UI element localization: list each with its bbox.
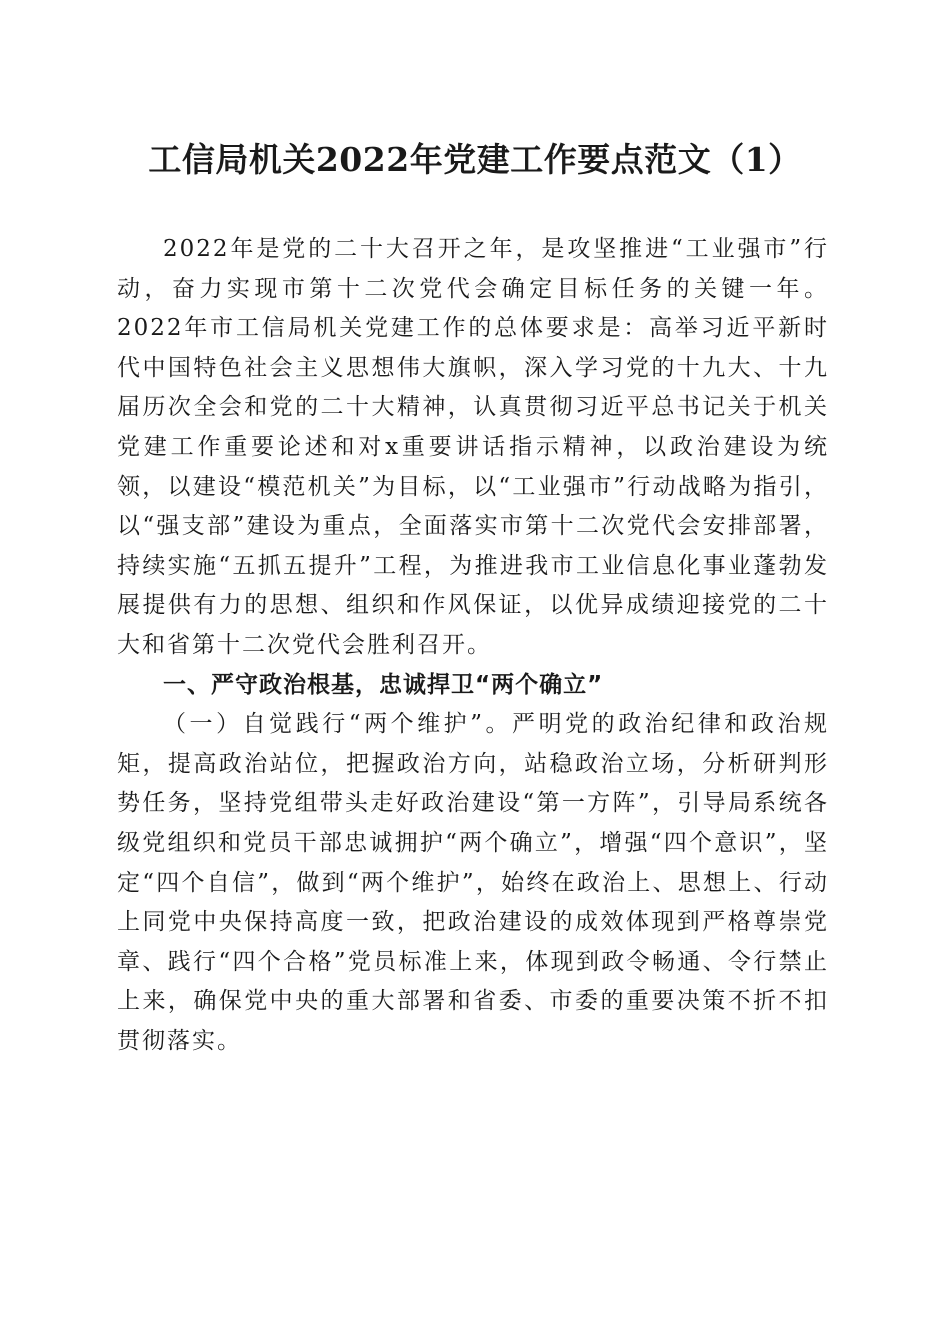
intro-paragraph: 2022年是党的二十大召开之年，是攻坚推进“工业强市”行动，奋力实现市第十二次党代会确定目标任务的关键一年。2022年市工信局机关党建工作的总体要求是：高举习近平新时代中国特色社会主义思想伟大旗帜，深入学习党的十九大、十九届历次全会和党的二十大精神，认真贯彻习近平总书记关于机关党建工作重要论述和对x重要讲话指示精神，以政治建设为统领，以建设“模范机关”为目标，以“工业强市”行动战略为指引，以“强支部”建设为重点，全面落实市第十二次党代会安排部署，持续实施“五抓五提升”工程，为推进我市工业信息化事业蓬勃发展提供有力的思想、组织和作风保证，以优异成绩迎接党的二十大和省第十二次党代会胜利召开。 (117, 236, 829, 658)
document-title: 工信局机关2022年党建工作要点范文（1） (148, 140, 802, 179)
section-heading: 一、严守政治根基，忠诚捍卫“两个确立” (163, 671, 604, 698)
section-paragraph: （一）自觉践行“两个维护”。严明党的政治纪律和政治规矩，提高政治站位，把握政治方向，站稳政治立场，分析研判形势任务，坚持党组带头走好政治建设“第一方阵”，引导局系统各级党组织和党员干部忠诚拥护“两个确立”，增强“四个意识”，坚定“四个自信”，做到“两个维护”，始终在政治上、思想上、行动上同党中央保持高度一致，把政治建设的成效体现到严格尊崇党章、践行“四个合格”党员标准上来，体现到政令畅通、令行禁止上来，确保党中央的重大部署和省委、市委的重要决策不折不扣贯彻落实。 (117, 711, 829, 1054)
document-body (117, 230, 829, 1061)
